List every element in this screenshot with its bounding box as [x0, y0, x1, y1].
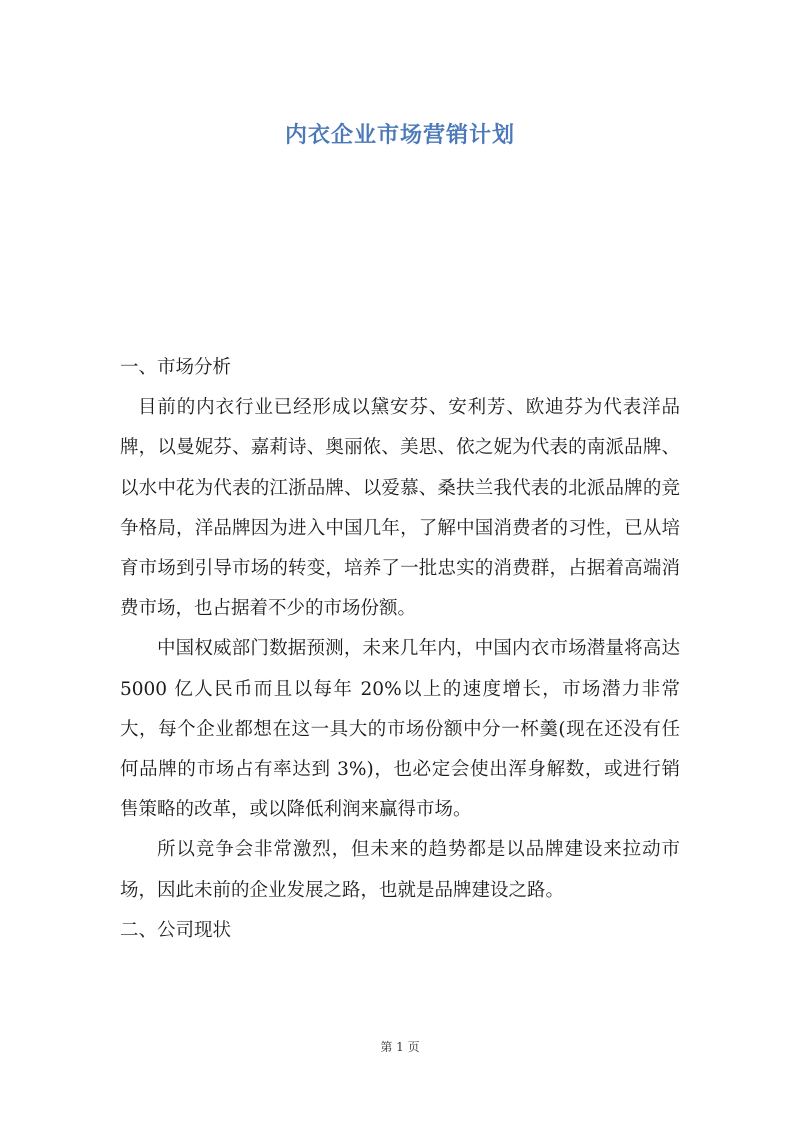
document-body	[120, 348, 680, 951]
paragraph-industry-landscape: 目前的内衣行业已经形成以黛安芬、安利芳、欧迪芬为代表洋品牌，以曼妮芬、嘉莉诗、奥丽侬、美思、依之妮为代表的南派品牌、 以水中花为代表的江浙品牌、以爱慕、桑扶兰我代表的北派品牌的竞争格局，洋品牌因为进入中国几年，了解中国消费者的习性，已从培育市场到引导市场的转变，培养了一批忠实的消费群，占据着高端消费市场，也占据着不少的市场份额。	[120, 397, 680, 620]
paragraph-market-forecast: 中国权威部门数据预测，未来几年内，中国内衣市场潜量将高达 5000 亿人民币而且以每年 20%以上的速度增长，市场潜力非常大，每个企业都想在这一具大的市场份额中分一杯羹(现在还没有任何品牌的市场占有率达到 3%)，也必定会使出浑身解数，或进行销售策略的改革，或以降低利润来赢得市场。	[120, 638, 680, 821]
section-heading-market-analysis: 一、市场分析	[120, 357, 232, 378]
paragraph-brand-trend: 所以竞争会非常激烈，但未来的趋势都是以品牌建设来拉动市场，因此未前的企业发展之路，也就是品牌建设之路。	[120, 839, 680, 901]
page-number: 第 1 页	[380, 1040, 420, 1054]
section-heading-company-status: 二、公司现状	[120, 919, 232, 941]
document-title: 内衣企业市场营销计划	[284, 123, 515, 148]
